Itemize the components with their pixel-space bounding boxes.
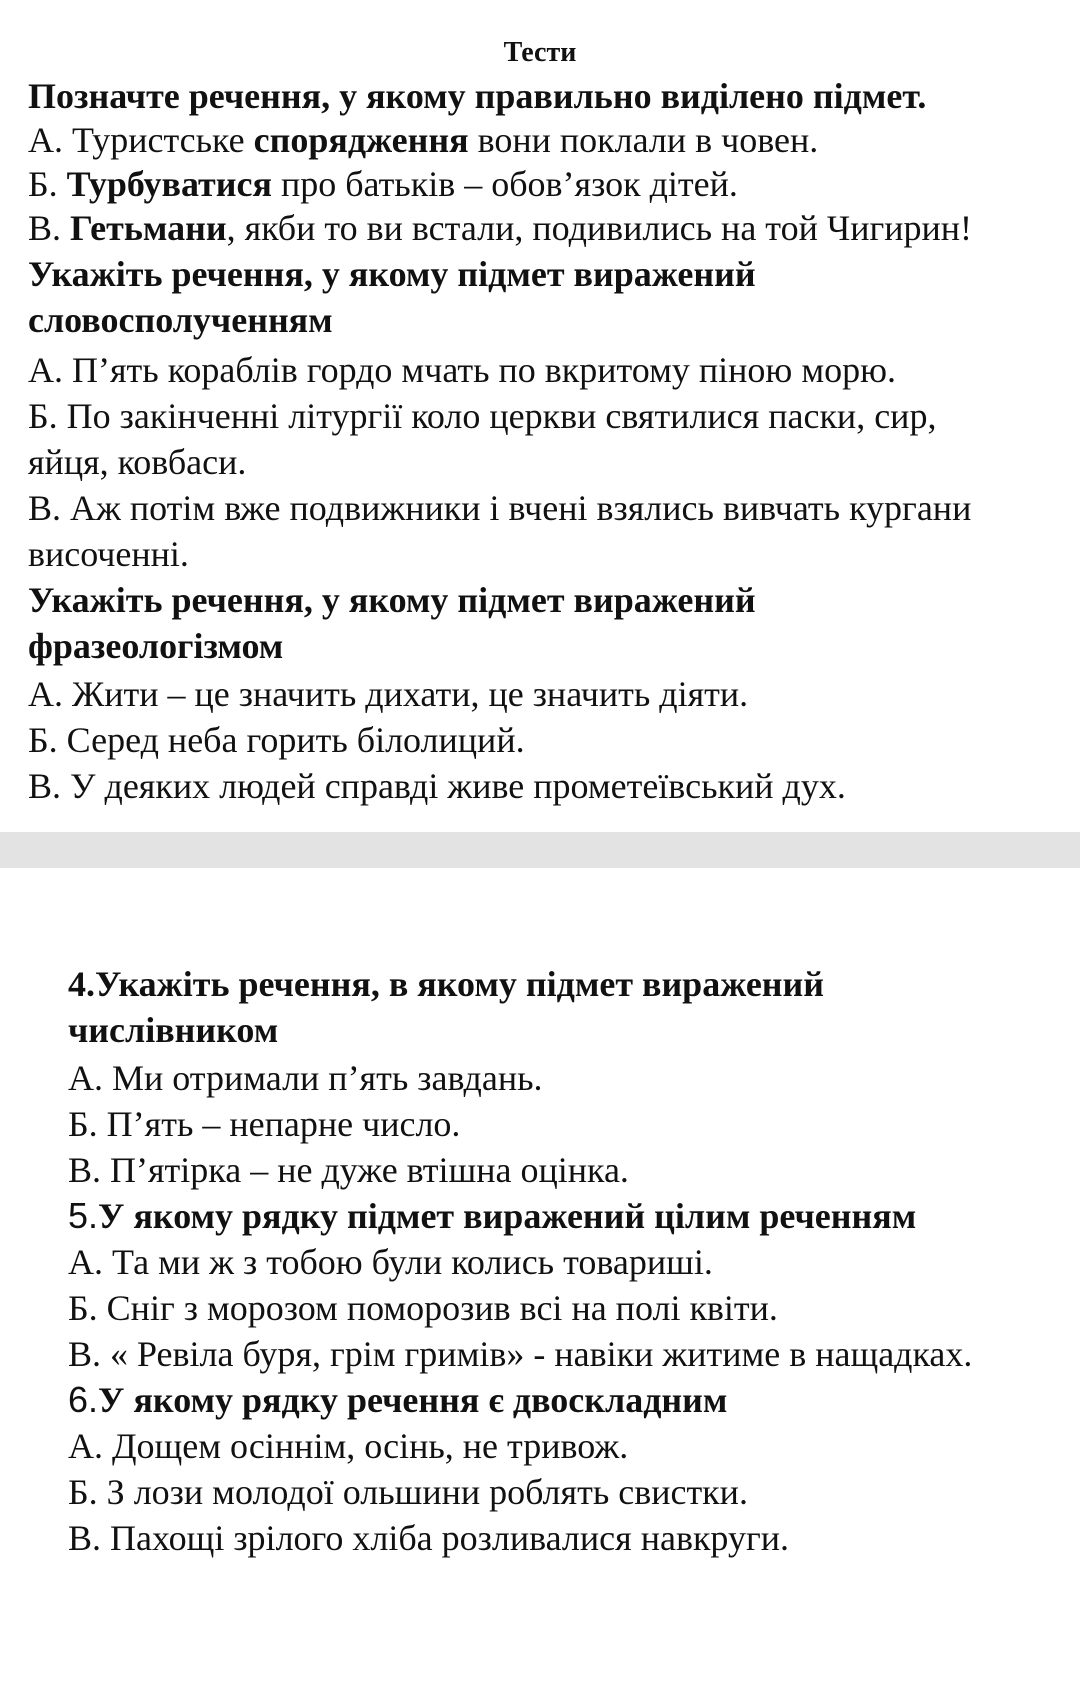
question-1: Позначте речення, у якому правильно виділено підмет. <box>28 76 927 116</box>
q3-option-c: В. У деяких людей справді живе прометеївський дух. <box>28 766 846 806</box>
q6-option-a: А. Дощем осіннім, осінь, не тривож. <box>68 1426 629 1466</box>
q4-option-c: В. П’ятірка – не дуже втішна оцінка. <box>68 1150 629 1190</box>
page-bottom <box>0 868 1080 1696</box>
highlighted-subject: Гетьмани <box>70 208 227 248</box>
q3-option-b: Б. Серед неба горить білолиций. <box>28 720 525 760</box>
question-3-line-2: фразеологізмом <box>28 626 284 666</box>
q2-option-b-line-2: яйця, ковбаси. <box>28 442 247 482</box>
question-4-line-1: 4.Укажіть речення, в якому підмет виражений <box>68 964 825 1004</box>
q3-option-a: А. Жити – це значить дихати, це значить діяти. <box>28 674 749 714</box>
highlighted-subject: спорядження <box>253 120 469 160</box>
question-2-line-1: Укажіть речення, у якому підмет виражений <box>28 254 756 294</box>
q5-option-b: Б. Сніг з морозом поморозив всі на полі квіти. <box>68 1288 778 1328</box>
question-4-line-2: числівником <box>68 1010 279 1050</box>
q1-option-a: А. Туристське спорядження вони поклали в човен. <box>28 120 819 160</box>
q1-option-c: В. Гетьмани, якби то ви встали, подивились на той Чигирин! <box>28 208 973 248</box>
q1-option-b: Б. Турбуватися про батьків – обов’язок дітей. <box>28 164 738 204</box>
q4-option-b: Б. П’ять – непарне число. <box>68 1104 461 1144</box>
q2-option-c-line-1: В. Аж потім вже подвижники і вчені взялись вивчать кургани <box>28 488 972 528</box>
highlighted-subject: Турбуватися <box>66 164 272 204</box>
q2-option-c-line-2: височенні. <box>28 534 189 574</box>
q2-option-a: А. П’ять кораблів гордо мчать по вкритому піною морю. <box>28 350 896 390</box>
page-top <box>0 0 1080 832</box>
page-divider <box>0 832 1080 868</box>
page-title: Тести <box>503 37 577 68</box>
q5-option-a: А. Та ми ж з тобою були колись товариші. <box>68 1242 713 1282</box>
q6-option-b: Б. З лози молодої ольшини роблять свистки. <box>68 1472 748 1512</box>
q4-option-a: А. Ми отримали п’ять завдань. <box>68 1058 543 1098</box>
question-3-line-1: Укажіть речення, у якому підмет виражений <box>28 580 756 620</box>
question-6: 6.У якому рядку речення є двоскладним <box>68 1379 728 1420</box>
q5-option-c: В. « Ревіла буря, грім гримів» - навіки житиме в нащадках. <box>68 1334 973 1374</box>
question-number: 5. <box>68 1195 99 1236</box>
q6-option-c: В. Пахощі зрілого хліба розливалися навкруги. <box>68 1518 789 1558</box>
question-number: 6. <box>68 1379 99 1420</box>
q2-option-b-line-1: Б. По закінченні літургії коло церкви святилися паски, сир, <box>28 396 937 436</box>
question-5: 5.У якому рядку підмет виражений цілим реченням <box>68 1195 917 1236</box>
question-2-line-2: словосполученням <box>28 300 333 340</box>
